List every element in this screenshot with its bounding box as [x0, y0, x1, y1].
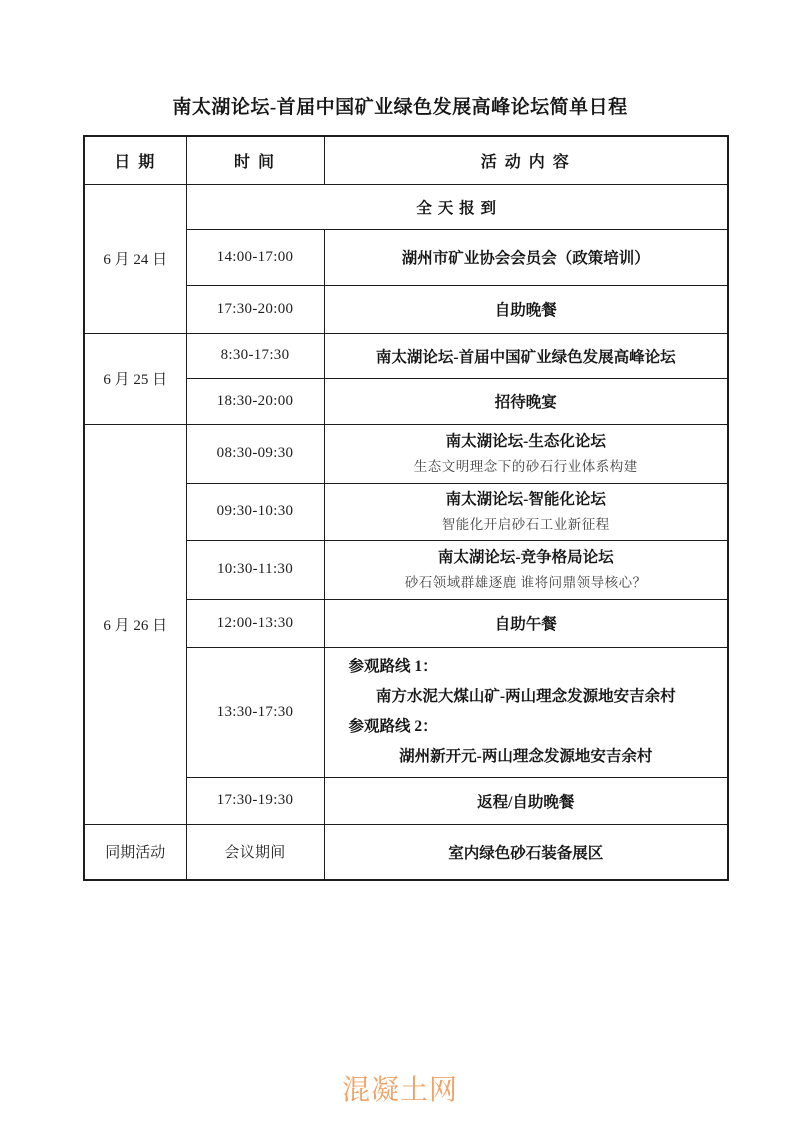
- time-cell: 12:00-13:30: [186, 599, 324, 647]
- time-cell: 13:30-17:30: [186, 647, 324, 777]
- table-row: [84, 333, 728, 378]
- activity-cell: 招待晚宴: [324, 378, 728, 424]
- activity-cell: [324, 483, 728, 540]
- date-cell-concurrent: 同期活动: [84, 824, 186, 880]
- table-header-row: [84, 136, 728, 184]
- activity-all-day-checkin: 全 天 报 到: [186, 184, 728, 229]
- header-activity: 活 动 内 容: [324, 136, 728, 184]
- table-row: [84, 184, 728, 229]
- time-cell: 08:30-09:30: [186, 424, 324, 483]
- activity-cell: 返程/自助晚餐: [324, 777, 728, 824]
- time-cell: 14:00-17:00: [186, 229, 324, 285]
- tour-route-detail: 南方水泥大煤山矿-两山理念发源地安吉余村: [375, 688, 676, 705]
- time-cell: 8:30-17:30: [186, 333, 324, 378]
- activity-title: 南太湖论坛-竞争格局论坛: [437, 548, 614, 566]
- header-time: 时 间: [186, 136, 324, 184]
- time-cell: 17:30-20:00: [186, 285, 324, 333]
- page-title: 南太湖论坛-首届中国矿业绿色发展高峰论坛简单日程: [172, 97, 628, 118]
- table-row: [84, 824, 728, 880]
- tour-route-detail: 湖州新开元-两山理念发源地安吉余村: [399, 748, 653, 765]
- tour-route-label: 参观路线 1：: [348, 658, 438, 675]
- schedule-table: [83, 135, 729, 881]
- activity-cell: 湖州市矿业协会会员会（政策培训）: [324, 229, 728, 285]
- activity-cell: 自助晚餐: [324, 285, 728, 333]
- activity-subtitle: 砂石领域群雄逐鹿 谁将问鼎领导核心？: [404, 574, 647, 590]
- table-row: [84, 424, 728, 483]
- activity-cell: 自助午餐: [324, 599, 728, 647]
- activity-cell-tour-routes: [324, 647, 728, 777]
- date-cell-jun25: 6 月 25 日: [84, 333, 186, 424]
- activity-subtitle: 生态文明理念下的砂石行业体系构建: [413, 458, 638, 474]
- time-cell: 会议期间: [186, 824, 324, 880]
- header-date: 日 期: [84, 136, 186, 184]
- time-cell: 10:30-11:30: [186, 540, 324, 599]
- watermark-text: 混凝土网: [341, 1074, 458, 1105]
- activity-subtitle: 智能化开启砂石工业新征程: [441, 516, 610, 532]
- time-cell: 18:30-20:00: [186, 378, 324, 424]
- time-cell: 09:30-10:30: [186, 483, 324, 540]
- activity-cell: 室内绿色砂石装备展区: [324, 824, 728, 880]
- date-cell-jun26: 6 月 26 日: [84, 424, 186, 824]
- time-cell: 17:30-19:30: [186, 777, 324, 824]
- activity-cell: 南太湖论坛-首届中国矿业绿色发展高峰论坛: [324, 333, 728, 378]
- tour-route-label: 参观路线 2：: [348, 718, 438, 735]
- activity-cell: [324, 540, 728, 599]
- date-cell-jun24: 6 月 24 日: [84, 184, 186, 333]
- activity-cell: [324, 424, 728, 483]
- activity-title: 南太湖论坛-生态化论坛: [445, 432, 606, 450]
- activity-title: 南太湖论坛-智能化论坛: [445, 490, 606, 508]
